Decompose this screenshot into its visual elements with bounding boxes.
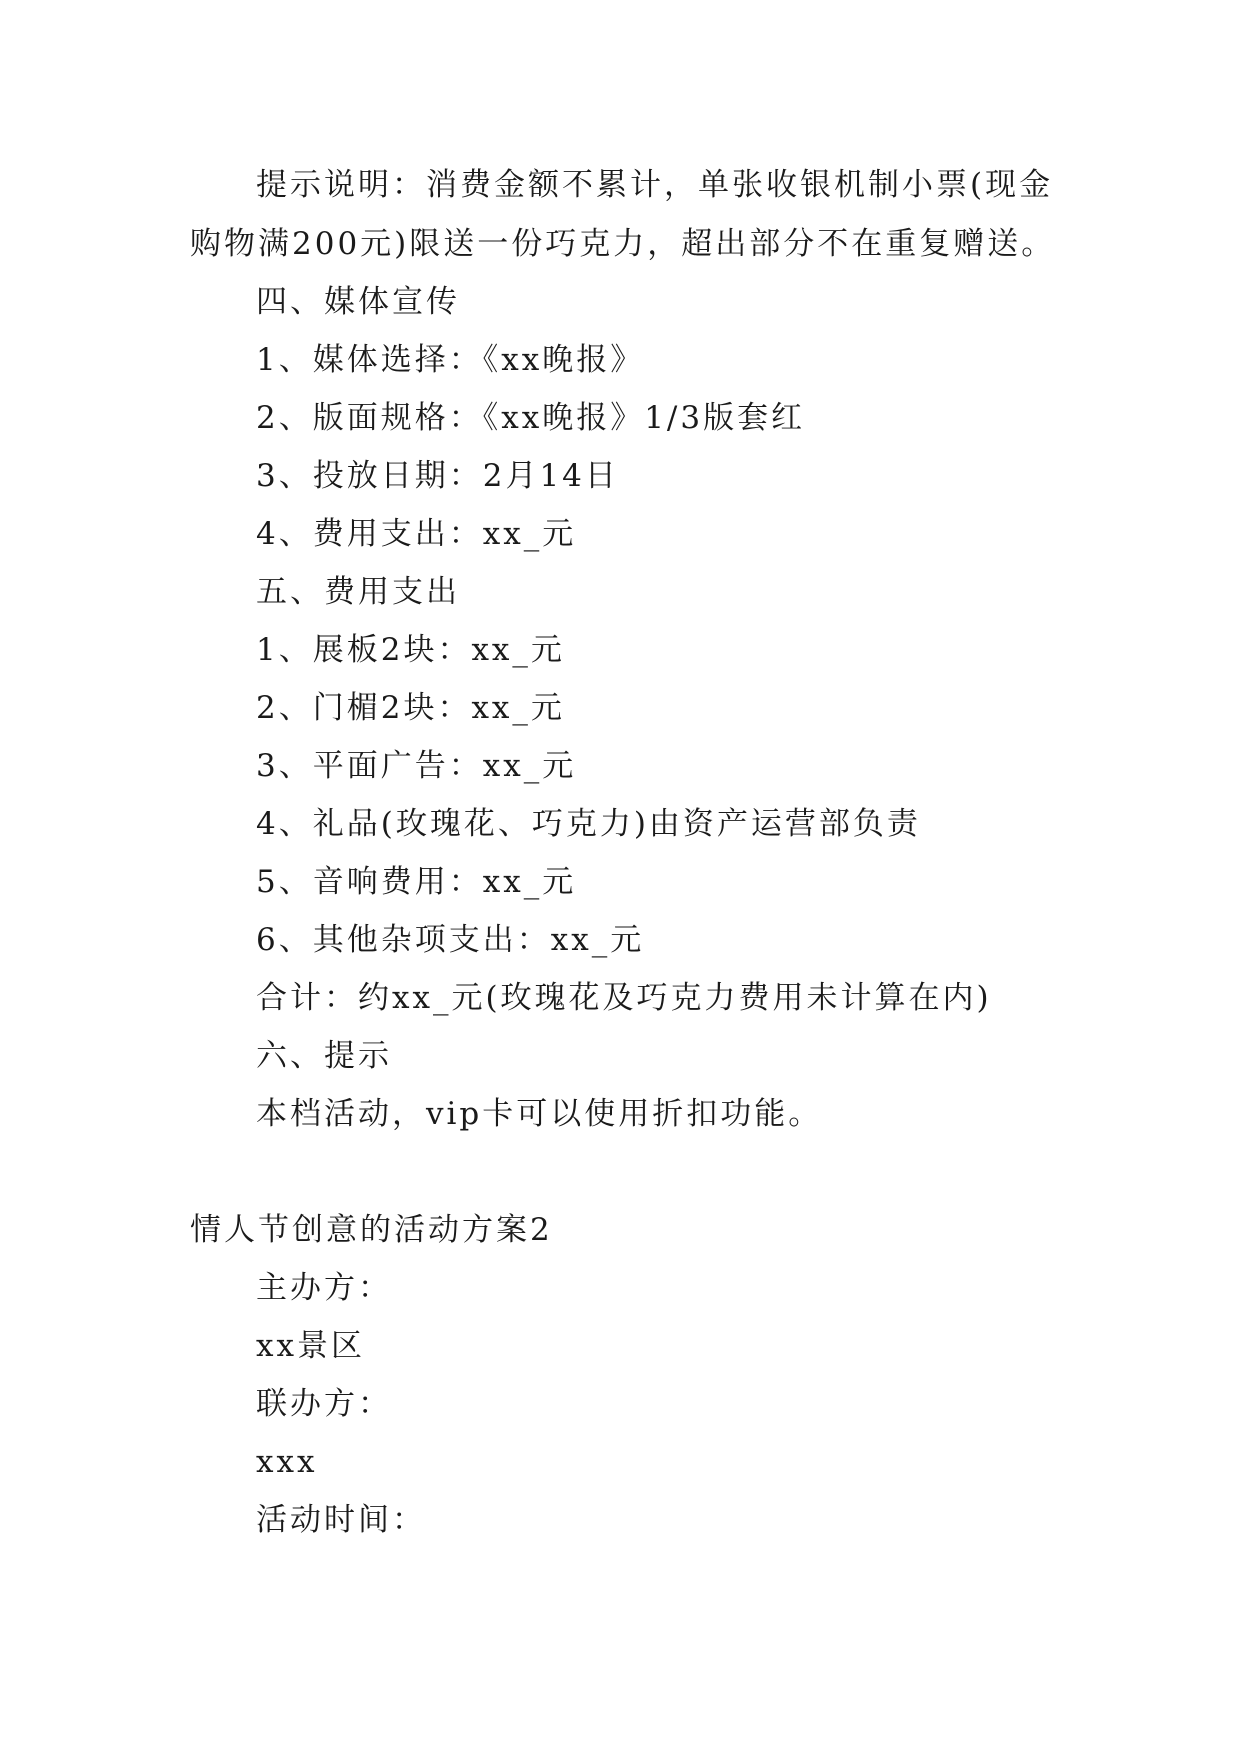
media-item-3: 3、投放日期：2月14日: [256, 458, 619, 494]
expense-item-6: 6、其他杂项支出：xx_元: [256, 922, 645, 958]
expense-item-4: 4、礼品(玫瑰花、巧克力)由资产运营部负责: [256, 806, 921, 842]
expense-item-1: 1、展板2块：xx_元: [256, 632, 565, 668]
section-heading-tips: 六、提示: [256, 1038, 392, 1074]
media-item-1: 1、媒体选择：《xx晚报》: [256, 342, 645, 378]
co-organizer-value: xxx: [256, 1444, 318, 1480]
tips-text: 本档活动，vip卡可以使用折扣功能。: [256, 1096, 823, 1132]
co-organizer-label: 联办方：: [256, 1386, 392, 1422]
section-heading-expenses: 五、费用支出: [256, 574, 460, 610]
note-line-1: 提示说明：消费金额不累计，单张收银机制小票(现金: [256, 167, 1054, 203]
expense-total: 合计：约xx_元(玫瑰花及巧克力费用未计算在内): [256, 980, 992, 1016]
media-item-4: 4、费用支出：xx_元: [256, 516, 577, 552]
organizer-value: xx景区: [256, 1328, 365, 1364]
media-item-2: 2、版面规格：《xx晚报》1/3版套红: [256, 400, 806, 436]
organizer-label: 主办方：: [256, 1270, 392, 1306]
event-time-label: 活动时间：: [256, 1502, 426, 1538]
expense-item-5: 5、音响费用：xx_元: [256, 864, 577, 900]
expense-item-3: 3、平面广告：xx_元: [256, 748, 577, 784]
section-heading-media: 四、媒体宣传: [256, 284, 460, 320]
expense-item-2: 2、门楣2块：xx_元: [256, 690, 565, 726]
plan-2-title: 情人节创意的活动方案2: [190, 1212, 553, 1248]
note-line-2: 购物满200元)限送一份巧克力，超出部分不在重复赠送。: [190, 226, 1056, 262]
